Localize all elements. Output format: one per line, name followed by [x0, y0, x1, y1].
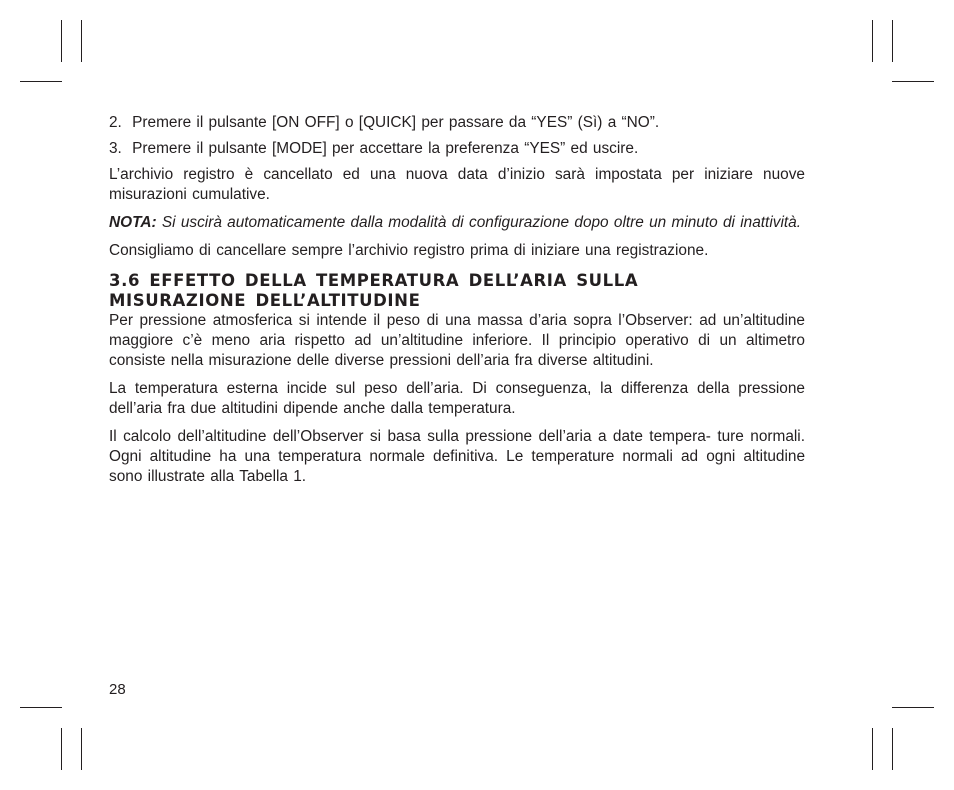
step-text: Premere il pulsante [MODE] per accettare la preferenza “YES” ed uscire.: [132, 140, 639, 157]
advice-paragraph: Consigliamo di cancellare sempre l’archivio registro prima di iniziare una registrazione.: [109, 242, 709, 259]
step-3: [109, 139, 805, 159]
step-text: Premere il pulsante [ON OFF] o [QUICK] per passare da “YES” (Sì) a “NO”.: [132, 114, 660, 131]
section-paragraph: La temperatura esterna incide sul peso dell’aria. Di conseguenza, la differenza della pressione dell’aria fra due altitudini dipende anche dalla temperatura.: [109, 380, 805, 417]
section-heading: 3.6 EFFETTO DELLA TEMPERATURA DELL’ARIA SULLA MISURAZIONE DELL’ALTITUDINE: [109, 271, 639, 310]
step-number: 2.: [109, 114, 122, 131]
page-content: [109, 113, 805, 495]
note: [109, 213, 805, 233]
crop-mark-top-left-outer: [61, 20, 62, 62]
note-label: NOTA:: [109, 214, 157, 231]
crop-mark-top-left-inner: [81, 20, 82, 62]
crop-mark-bottom-left-inner: [81, 728, 82, 770]
section-paragraph: Il calcolo dell’altitudine dell’Observer si basa sulla pressione dell’aria a date tempera- ture normali. Ogni altitudine ha una temperatura normale definitiva. Le temperature normali ad ogni altitudine sono illustrate alla Tabella 1.: [109, 428, 805, 485]
note-text: Si uscirà automaticamente dalla modalità di configurazione dopo oltre un minuto di inattività.: [161, 214, 801, 231]
crop-mark-bottom-left-horizontal: [20, 707, 62, 708]
crop-mark-top-right-inner: [872, 20, 873, 62]
crop-mark-bottom-right-horizontal: [892, 707, 934, 708]
crop-mark-top-right-outer: [892, 20, 893, 62]
section-paragraph: Per pressione atmosferica si intende il peso di una massa d’aria sopra l’Observer: ad un’altitudine maggiore c’è meno aria rispetto ad un’altitudine inferiore. Il principio operativo di un altimetro consiste nella misurazione delle diverse pressioni dell’aria fra diverse altitudini.: [109, 312, 805, 369]
crop-mark-top-right-horizontal: [892, 81, 934, 82]
page-number: 28: [109, 681, 126, 698]
archive-paragraph: L’archivio registro è cancellato ed una nuova data d’inizio sarà impostata per iniziare nuove misurazioni cumulative.: [109, 166, 805, 203]
step-number: 3.: [109, 140, 122, 157]
crop-mark-top-left-horizontal: [20, 81, 62, 82]
crop-mark-bottom-left-outer: [61, 728, 62, 770]
crop-mark-bottom-right-outer: [892, 728, 893, 770]
step-2: [109, 113, 805, 133]
crop-mark-bottom-right-inner: [872, 728, 873, 770]
